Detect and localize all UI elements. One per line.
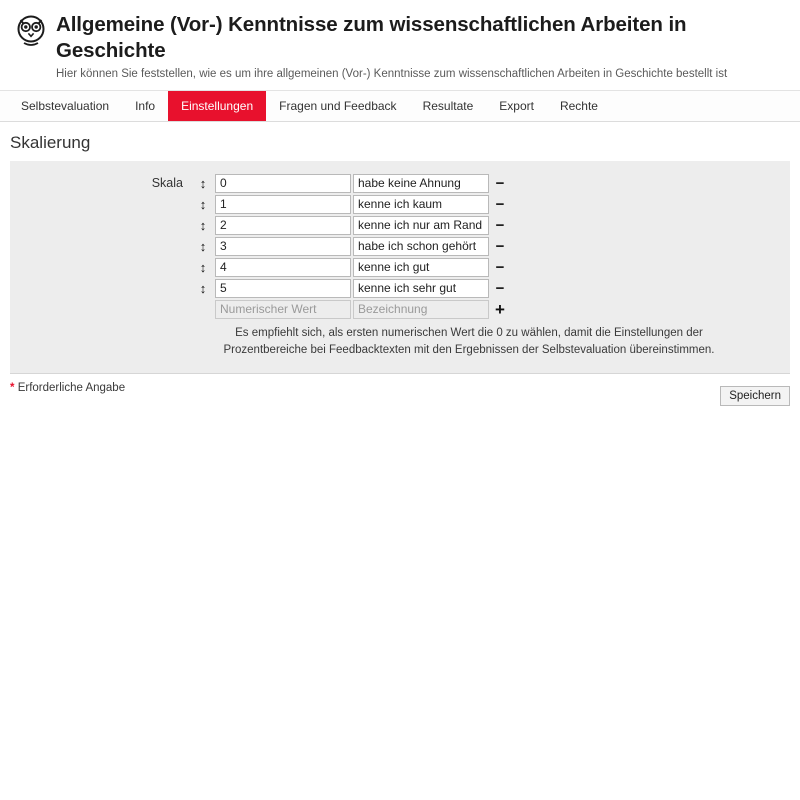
scale-hint-text: Es empfiehlt sich, als ersten numerischen Wert die 0 zu wählen, damit die Einstellungen der Prozentbereiche bei Feedbacktexten mit den Ergebnissen der Selbstevaluation übereinstimmen.: [223, 327, 715, 356]
new-scale-label-input[interactable]: [353, 300, 489, 319]
tab-info[interactable]: Info: [135, 99, 156, 114]
header-text-block: [56, 12, 786, 80]
minus-icon[interactable]: −: [495, 216, 505, 234]
table-row: [195, 215, 790, 235]
table-row: [195, 257, 790, 277]
new-scale-value-input[interactable]: [215, 300, 351, 319]
form-footer: [10, 373, 790, 416]
scale-value-input-0[interactable]: [215, 174, 351, 193]
scale-label-input-1[interactable]: [353, 195, 489, 214]
page-subtitle: Hier können Sie feststellen, wie es um ihre allgemeinen (Vor-) Kenntnisse zum wissenschaftlichen Arbeiten in Geschichte bestellt ist: [56, 68, 728, 81]
scale-label-input-3[interactable]: [353, 237, 489, 256]
scale-label-input-4[interactable]: [353, 258, 489, 277]
tab-einstellungen[interactable]: Einstellungen: [168, 91, 266, 121]
table-row: [195, 236, 790, 256]
plus-icon[interactable]: +: [495, 299, 505, 319]
scale-value-input-5[interactable]: [215, 279, 351, 298]
minus-icon[interactable]: −: [495, 174, 505, 192]
table-row: [195, 194, 790, 214]
scale-label-input-5[interactable]: [353, 279, 489, 298]
drag-handle-icon[interactable]: ↕: [199, 238, 207, 254]
minus-icon[interactable]: −: [495, 279, 505, 297]
owl-logo-icon: [14, 14, 48, 48]
tab-resultate[interactable]: Resultate: [422, 99, 474, 114]
main-navigation: [0, 90, 800, 122]
tab-export[interactable]: Export: [499, 99, 534, 114]
scale-value-input-4[interactable]: [215, 258, 351, 277]
page-title: Allgemeine (Vor-) Kenntnisse zum wissenschaftlichen Arbeiten in Geschichte: [56, 13, 687, 62]
minus-icon[interactable]: −: [495, 237, 505, 255]
scale-label-input-0[interactable]: [353, 174, 489, 193]
required-field-note: [10, 382, 125, 394]
skala-field-row: [10, 173, 790, 358]
scale-rows-list: [195, 173, 790, 358]
skalierung-panel: [10, 161, 790, 372]
drag-handle-icon[interactable]: ↕: [199, 175, 207, 191]
table-row: [195, 278, 790, 298]
minus-icon[interactable]: −: [495, 195, 505, 213]
scale-value-input-2[interactable]: [215, 216, 351, 235]
required-star: *: [10, 381, 15, 394]
skala-field-label: Skala: [151, 176, 183, 191]
new-scale-row: [195, 299, 790, 319]
section-title: Skalierung: [10, 133, 91, 153]
app-header: [0, 0, 800, 90]
drag-handle-icon[interactable]: ↕: [199, 217, 207, 233]
table-row: [195, 173, 790, 193]
required-note-label: Erforderliche Angabe: [17, 381, 126, 394]
minus-icon[interactable]: −: [495, 258, 505, 276]
drag-handle-icon[interactable]: ↕: [199, 259, 207, 275]
tab-rechte[interactable]: Rechte: [559, 99, 598, 114]
drag-handle-icon[interactable]: ↕: [199, 280, 207, 296]
scale-value-input-3[interactable]: [215, 237, 351, 256]
tab-fragen-und-feedback[interactable]: Fragen und Feedback: [279, 99, 397, 114]
drag-handle-icon[interactable]: ↕: [199, 196, 207, 212]
tab-selbstevaluation[interactable]: Selbstevaluation: [21, 99, 110, 114]
scale-value-input-1[interactable]: [215, 195, 351, 214]
save-button[interactable]: Speichern: [720, 386, 790, 406]
scale-label-input-2[interactable]: [353, 216, 489, 235]
